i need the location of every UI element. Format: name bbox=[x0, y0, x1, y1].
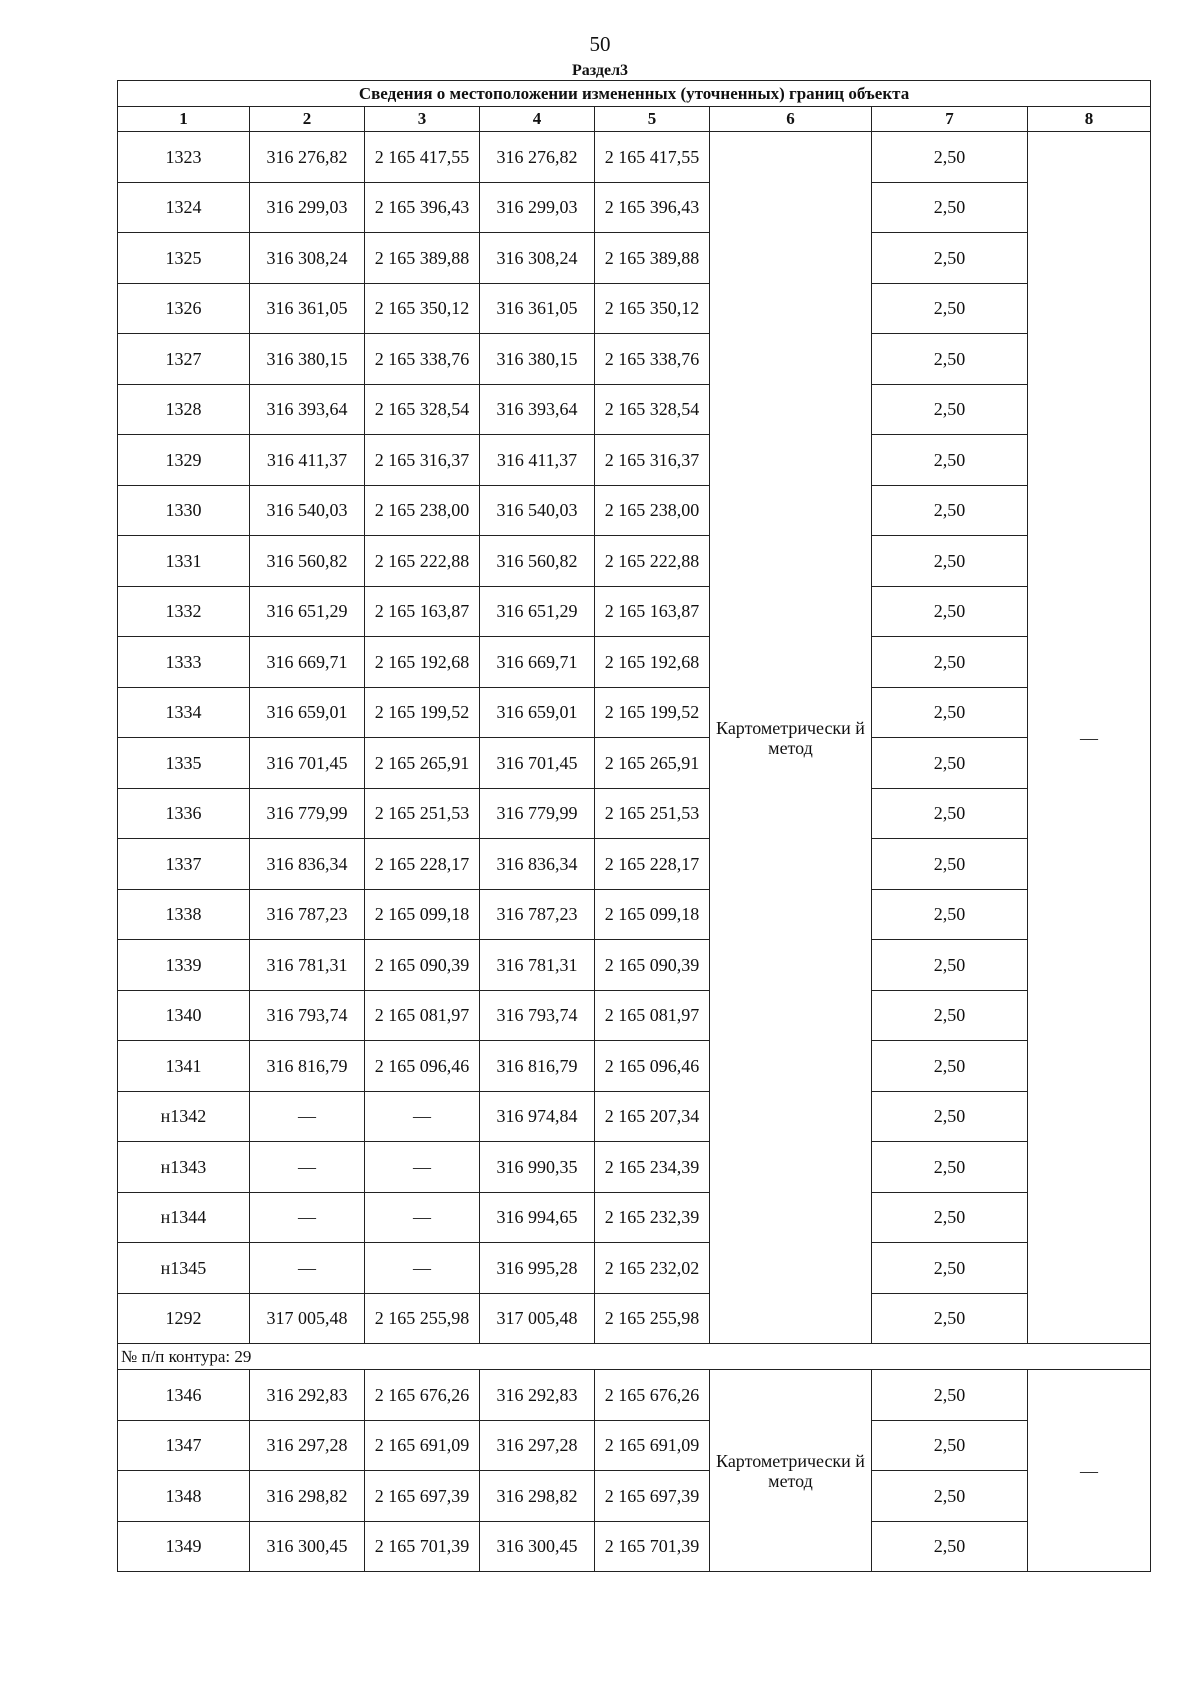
point-number-cell: 1324 bbox=[118, 182, 250, 233]
new-x-cell: 316 380,15 bbox=[480, 334, 595, 385]
table-row bbox=[118, 283, 1151, 334]
new-x-cell: 316 308,24 bbox=[480, 233, 595, 284]
old-x-cell: 316 669,71 bbox=[250, 637, 365, 688]
old-x-cell: 316 297,28 bbox=[250, 1420, 365, 1471]
accuracy-cell: 2,50 bbox=[872, 1243, 1028, 1294]
accuracy-cell: 2,50 bbox=[872, 1420, 1028, 1471]
new-x-cell: 316 292,83 bbox=[480, 1370, 595, 1421]
point-number-cell: 1325 bbox=[118, 233, 250, 284]
point-number-cell: 1327 bbox=[118, 334, 250, 385]
new-y-cell: 2 165 417,55 bbox=[595, 132, 710, 183]
old-x-cell: — bbox=[250, 1192, 365, 1243]
new-y-cell: 2 165 697,39 bbox=[595, 1471, 710, 1522]
table-row bbox=[118, 1243, 1151, 1294]
accuracy-cell: 2,50 bbox=[872, 1091, 1028, 1142]
old-x-cell: 316 793,74 bbox=[250, 990, 365, 1041]
new-x-cell: 316 298,82 bbox=[480, 1471, 595, 1522]
new-x-cell: 316 361,05 bbox=[480, 283, 595, 334]
new-x-cell: 316 974,84 bbox=[480, 1091, 595, 1142]
old-x-cell: 316 701,45 bbox=[250, 738, 365, 789]
new-y-cell: 2 165 251,53 bbox=[595, 788, 710, 839]
old-x-cell: — bbox=[250, 1243, 365, 1294]
table-row bbox=[118, 1091, 1151, 1142]
old-x-cell: 316 298,82 bbox=[250, 1471, 365, 1522]
old-y-cell: — bbox=[365, 1192, 480, 1243]
table-row bbox=[118, 788, 1151, 839]
column-header: 6 bbox=[710, 107, 872, 132]
table-row bbox=[118, 990, 1151, 1041]
accuracy-cell: 2,50 bbox=[872, 1192, 1028, 1243]
column-header: 1 bbox=[118, 107, 250, 132]
table-row bbox=[118, 738, 1151, 789]
point-number-cell: 1340 bbox=[118, 990, 250, 1041]
table-row bbox=[118, 334, 1151, 385]
old-x-cell: 316 300,45 bbox=[250, 1521, 365, 1572]
new-y-cell: 2 165 232,39 bbox=[595, 1192, 710, 1243]
new-y-cell: 2 165 096,46 bbox=[595, 1041, 710, 1092]
point-number-cell: 1332 bbox=[118, 586, 250, 637]
new-x-cell: 316 990,35 bbox=[480, 1142, 595, 1193]
point-number-cell: 1326 bbox=[118, 283, 250, 334]
new-x-cell: 316 816,79 bbox=[480, 1041, 595, 1092]
table-row bbox=[118, 435, 1151, 486]
column-header: 3 bbox=[365, 107, 480, 132]
old-y-cell: 2 165 251,53 bbox=[365, 788, 480, 839]
table-row bbox=[118, 637, 1151, 688]
old-x-cell: — bbox=[250, 1091, 365, 1142]
old-y-cell: 2 165 265,91 bbox=[365, 738, 480, 789]
point-number-cell: н1343 bbox=[118, 1142, 250, 1193]
accuracy-cell: 2,50 bbox=[872, 788, 1028, 839]
old-y-cell: 2 165 396,43 bbox=[365, 182, 480, 233]
column-header: 8 bbox=[1028, 107, 1151, 132]
old-x-cell: 316 560,82 bbox=[250, 536, 365, 587]
new-x-cell: 316 540,03 bbox=[480, 485, 595, 536]
table-row bbox=[118, 1142, 1151, 1193]
old-y-cell: 2 165 238,00 bbox=[365, 485, 480, 536]
method-cell: Картометрически й метод bbox=[710, 1370, 872, 1572]
table-title: Сведения о местоположении измененных (уточненных) границ объекта bbox=[118, 81, 1151, 107]
point-number-cell: 1330 bbox=[118, 485, 250, 536]
old-y-cell: 2 165 228,17 bbox=[365, 839, 480, 890]
table-row bbox=[118, 384, 1151, 435]
new-y-cell: 2 165 396,43 bbox=[595, 182, 710, 233]
old-y-cell: 2 165 676,26 bbox=[365, 1370, 480, 1421]
new-x-cell: 316 787,23 bbox=[480, 889, 595, 940]
old-y-cell: 2 165 338,76 bbox=[365, 334, 480, 385]
accuracy-cell: 2,50 bbox=[872, 485, 1028, 536]
accuracy-cell: 2,50 bbox=[872, 435, 1028, 486]
old-x-cell: 316 393,64 bbox=[250, 384, 365, 435]
table-row bbox=[118, 839, 1151, 890]
point-number-cell: 1323 bbox=[118, 132, 250, 183]
accuracy-cell: 2,50 bbox=[872, 1471, 1028, 1522]
accuracy-cell: 2,50 bbox=[872, 1293, 1028, 1344]
accuracy-cell: 2,50 bbox=[872, 687, 1028, 738]
column-header: 2 bbox=[250, 107, 365, 132]
old-x-cell: 316 276,82 bbox=[250, 132, 365, 183]
accuracy-cell: 2,50 bbox=[872, 384, 1028, 435]
accuracy-cell: 2,50 bbox=[872, 1370, 1028, 1421]
new-y-cell: 2 165 090,39 bbox=[595, 940, 710, 991]
column-header: 5 bbox=[595, 107, 710, 132]
new-y-cell: 2 165 163,87 bbox=[595, 586, 710, 637]
old-x-cell: 316 836,34 bbox=[250, 839, 365, 890]
method-cell: Картометрически й метод bbox=[710, 132, 872, 1344]
point-number-cell: 1338 bbox=[118, 889, 250, 940]
old-x-cell: 316 781,31 bbox=[250, 940, 365, 991]
accuracy-cell: 2,50 bbox=[872, 889, 1028, 940]
accuracy-cell: 2,50 bbox=[872, 132, 1028, 183]
new-x-cell: 316 669,71 bbox=[480, 637, 595, 688]
new-x-cell: 316 276,82 bbox=[480, 132, 595, 183]
old-x-cell: 316 540,03 bbox=[250, 485, 365, 536]
table-row bbox=[118, 233, 1151, 284]
point-number-cell: 1336 bbox=[118, 788, 250, 839]
point-number-cell: 1337 bbox=[118, 839, 250, 890]
new-y-cell: 2 165 265,91 bbox=[595, 738, 710, 789]
accuracy-cell: 2,50 bbox=[872, 334, 1028, 385]
accuracy-cell: 2,50 bbox=[872, 839, 1028, 890]
old-y-cell: 2 165 350,12 bbox=[365, 283, 480, 334]
table-row bbox=[118, 1471, 1151, 1522]
accuracy-cell: 2,50 bbox=[872, 233, 1028, 284]
old-y-cell: 2 165 081,97 bbox=[365, 990, 480, 1041]
accuracy-cell: 2,50 bbox=[872, 182, 1028, 233]
new-x-cell: 316 779,99 bbox=[480, 788, 595, 839]
new-x-cell: 316 651,29 bbox=[480, 586, 595, 637]
point-number-cell: н1345 bbox=[118, 1243, 250, 1294]
column-8-cell: — bbox=[1028, 1370, 1151, 1572]
point-number-cell: 1339 bbox=[118, 940, 250, 991]
new-y-cell: 2 165 232,02 bbox=[595, 1243, 710, 1294]
table-row bbox=[118, 132, 1151, 183]
accuracy-cell: 2,50 bbox=[872, 586, 1028, 637]
new-y-cell: 2 165 099,18 bbox=[595, 889, 710, 940]
new-x-cell: 316 836,34 bbox=[480, 839, 595, 890]
column-8-cell: — bbox=[1028, 132, 1151, 1344]
table-row bbox=[118, 940, 1151, 991]
accuracy-cell: 2,50 bbox=[872, 1521, 1028, 1572]
table-row bbox=[118, 889, 1151, 940]
new-x-cell: 316 300,45 bbox=[480, 1521, 595, 1572]
new-y-cell: 2 165 676,26 bbox=[595, 1370, 710, 1421]
old-y-cell: — bbox=[365, 1243, 480, 1294]
table-row bbox=[118, 536, 1151, 587]
table-row bbox=[118, 1370, 1151, 1421]
point-number-cell: 1349 bbox=[118, 1521, 250, 1572]
new-y-cell: 2 165 199,52 bbox=[595, 687, 710, 738]
new-y-cell: 2 165 338,76 bbox=[595, 334, 710, 385]
new-x-cell: 316 701,45 bbox=[480, 738, 595, 789]
old-x-cell: 316 659,01 bbox=[250, 687, 365, 738]
new-y-cell: 2 165 255,98 bbox=[595, 1293, 710, 1344]
table-row bbox=[118, 687, 1151, 738]
new-y-cell: 2 165 081,97 bbox=[595, 990, 710, 1041]
point-number-cell: 1341 bbox=[118, 1041, 250, 1092]
new-x-cell: 316 995,28 bbox=[480, 1243, 595, 1294]
new-y-cell: 2 165 222,88 bbox=[595, 536, 710, 587]
old-y-cell: 2 165 328,54 bbox=[365, 384, 480, 435]
old-y-cell: 2 165 090,39 bbox=[365, 940, 480, 991]
new-y-cell: 2 165 701,39 bbox=[595, 1521, 710, 1572]
section-title: Раздел3 bbox=[571, 62, 629, 79]
new-y-cell: 2 165 691,09 bbox=[595, 1420, 710, 1471]
old-x-cell: 316 299,03 bbox=[250, 182, 365, 233]
new-x-cell: 316 297,28 bbox=[480, 1420, 595, 1471]
old-y-cell: 2 165 389,88 bbox=[365, 233, 480, 284]
new-y-cell: 2 165 389,88 bbox=[595, 233, 710, 284]
point-number-cell: 1331 bbox=[118, 536, 250, 587]
accuracy-cell: 2,50 bbox=[872, 536, 1028, 587]
point-number-cell: 1329 bbox=[118, 435, 250, 486]
accuracy-cell: 2,50 bbox=[872, 637, 1028, 688]
new-x-cell: 316 659,01 bbox=[480, 687, 595, 738]
column-header: 7 bbox=[872, 107, 1028, 132]
accuracy-cell: 2,50 bbox=[872, 283, 1028, 334]
table-row bbox=[118, 485, 1151, 536]
table-row bbox=[118, 1041, 1151, 1092]
table-row bbox=[118, 1420, 1151, 1471]
old-y-cell: 2 165 163,87 bbox=[365, 586, 480, 637]
point-number-cell: 1334 bbox=[118, 687, 250, 738]
old-y-cell: 2 165 255,98 bbox=[365, 1293, 480, 1344]
point-number-cell: 1335 bbox=[118, 738, 250, 789]
old-x-cell: — bbox=[250, 1142, 365, 1193]
table-row bbox=[118, 1293, 1151, 1344]
table-row bbox=[118, 182, 1151, 233]
new-y-cell: 2 165 238,00 bbox=[595, 485, 710, 536]
old-y-cell: — bbox=[365, 1142, 480, 1193]
contour-label: № п/п контура: 29 bbox=[118, 1344, 1151, 1370]
new-x-cell: 316 793,74 bbox=[480, 990, 595, 1041]
new-y-cell: 2 165 350,12 bbox=[595, 283, 710, 334]
new-y-cell: 2 165 228,17 bbox=[595, 839, 710, 890]
new-y-cell: 2 165 207,34 bbox=[595, 1091, 710, 1142]
table-row bbox=[118, 1192, 1151, 1243]
point-number-cell: 1348 bbox=[118, 1471, 250, 1522]
new-x-cell: 316 560,82 bbox=[480, 536, 595, 587]
point-number-cell: 1346 bbox=[118, 1370, 250, 1421]
new-x-cell: 316 994,65 bbox=[480, 1192, 595, 1243]
point-number-cell: н1342 bbox=[118, 1091, 250, 1142]
old-x-cell: 316 651,29 bbox=[250, 586, 365, 637]
old-y-cell: 2 165 099,18 bbox=[365, 889, 480, 940]
new-x-cell: 317 005,48 bbox=[480, 1293, 595, 1344]
old-y-cell: 2 165 701,39 bbox=[365, 1521, 480, 1572]
old-y-cell: 2 165 222,88 bbox=[365, 536, 480, 587]
new-x-cell: 316 781,31 bbox=[480, 940, 595, 991]
accuracy-cell: 2,50 bbox=[872, 1041, 1028, 1092]
old-y-cell: 2 165 316,37 bbox=[365, 435, 480, 486]
point-number-cell: 1292 bbox=[118, 1293, 250, 1344]
old-x-cell: 316 816,79 bbox=[250, 1041, 365, 1092]
boundary-coordinates-table bbox=[117, 80, 1151, 1572]
old-y-cell: 2 165 417,55 bbox=[365, 132, 480, 183]
accuracy-cell: 2,50 bbox=[872, 940, 1028, 991]
old-y-cell: 2 165 192,68 bbox=[365, 637, 480, 688]
table-row bbox=[118, 1521, 1151, 1572]
old-x-cell: 316 779,99 bbox=[250, 788, 365, 839]
point-number-cell: н1344 bbox=[118, 1192, 250, 1243]
old-y-cell: 2 165 199,52 bbox=[365, 687, 480, 738]
point-number-cell: 1328 bbox=[118, 384, 250, 435]
old-x-cell: 316 411,37 bbox=[250, 435, 365, 486]
accuracy-cell: 2,50 bbox=[872, 990, 1028, 1041]
old-y-cell: 2 165 096,46 bbox=[365, 1041, 480, 1092]
point-number-cell: 1333 bbox=[118, 637, 250, 688]
contour-row bbox=[118, 1344, 1151, 1370]
new-y-cell: 2 165 328,54 bbox=[595, 384, 710, 435]
new-x-cell: 316 299,03 bbox=[480, 182, 595, 233]
new-y-cell: 2 165 234,39 bbox=[595, 1142, 710, 1193]
accuracy-cell: 2,50 bbox=[872, 738, 1028, 789]
column-header: 4 bbox=[480, 107, 595, 132]
point-number-cell: 1347 bbox=[118, 1420, 250, 1471]
new-y-cell: 2 165 192,68 bbox=[595, 637, 710, 688]
new-x-cell: 316 411,37 bbox=[480, 435, 595, 486]
old-y-cell: 2 165 691,09 bbox=[365, 1420, 480, 1471]
old-y-cell: 2 165 697,39 bbox=[365, 1471, 480, 1522]
old-x-cell: 317 005,48 bbox=[250, 1293, 365, 1344]
old-x-cell: 316 308,24 bbox=[250, 233, 365, 284]
old-x-cell: 316 787,23 bbox=[250, 889, 365, 940]
old-x-cell: 316 380,15 bbox=[250, 334, 365, 385]
old-y-cell: — bbox=[365, 1091, 480, 1142]
page-number: 50 bbox=[589, 32, 611, 56]
old-x-cell: 316 361,05 bbox=[250, 283, 365, 334]
old-x-cell: 316 292,83 bbox=[250, 1370, 365, 1421]
new-y-cell: 2 165 316,37 bbox=[595, 435, 710, 486]
column-header-row bbox=[118, 107, 1151, 132]
new-x-cell: 316 393,64 bbox=[480, 384, 595, 435]
accuracy-cell: 2,50 bbox=[872, 1142, 1028, 1193]
table-row bbox=[118, 586, 1151, 637]
